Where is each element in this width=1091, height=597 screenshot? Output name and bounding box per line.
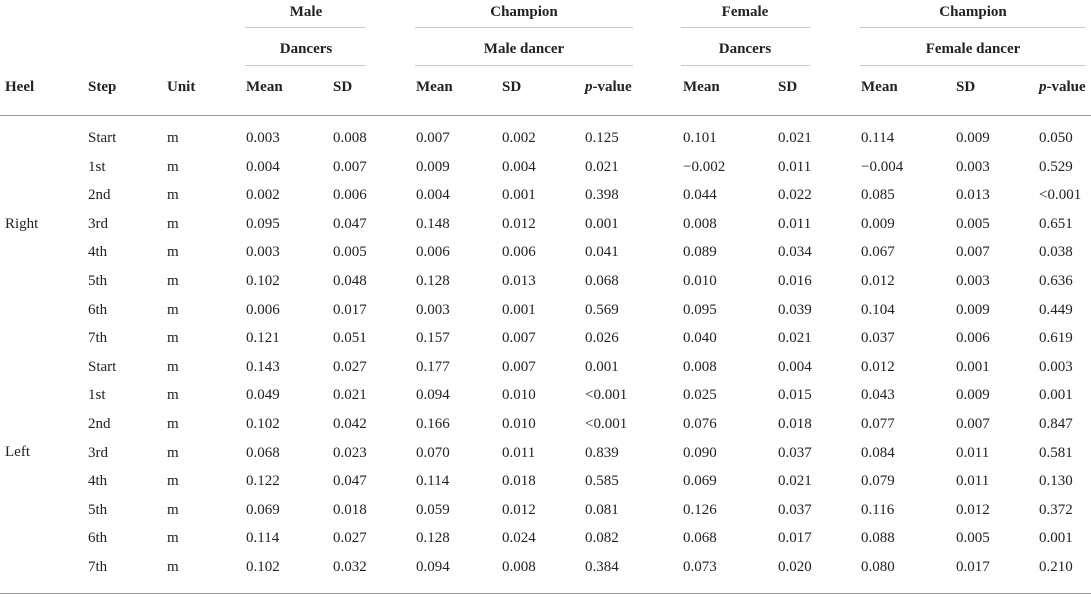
cell-sd-male: 0.027 (333, 358, 367, 375)
group-female-top: Female (721, 4, 769, 20)
cell-mean-champion-male: 0.004 (416, 187, 450, 204)
cell-mean-champion-male: 0.006 (416, 244, 450, 261)
cell-sd-champion-male: 0.008 (502, 559, 536, 575)
cell-unit: m (167, 130, 179, 146)
cell-mean-champion-male: 0.094 (416, 387, 450, 404)
cell-mean-champion-female: 0.012 (861, 273, 895, 289)
cell-mean-male: 0.002 (246, 187, 280, 204)
cell-p-champion-male: 0.041 (585, 244, 619, 261)
cell-step: 5th (88, 501, 108, 518)
cell-p-champion-male: 0.125 (585, 130, 619, 146)
cell-sd-female: 0.037 (778, 444, 812, 461)
cell-sd-champion-female: 0.011 (956, 473, 990, 490)
cell-p-champion-male: 0.082 (585, 530, 619, 547)
cell-mean-champion-male: 0.003 (416, 301, 450, 318)
cell-mean-male: 0.143 (246, 358, 280, 375)
cell-p-champion-male: 0.839 (585, 444, 619, 461)
cell-p-champion-male: <0.001 (585, 416, 628, 432)
cell-p-champion-male: 0.398 (585, 187, 619, 204)
cell-mean-female: 0.095 (683, 301, 717, 318)
cell-unit: m (167, 244, 179, 261)
cell-p-champion-female: 0.636 (1039, 273, 1073, 289)
col-sd-male: SD (333, 79, 353, 95)
cell-mean-male: 0.069 (246, 501, 280, 518)
cell-p-champion-male: 0.585 (585, 473, 619, 490)
p-italic: p (1039, 79, 1047, 95)
cell-mean-male: 0.102 (246, 559, 280, 575)
cell-p-champion-male: <0.001 (585, 387, 628, 404)
cell-sd-champion-male: 0.012 (502, 501, 536, 518)
cell-p-champion-male: 0.001 (585, 215, 619, 232)
group-champion-female-sub: Female dancer (925, 41, 1021, 57)
cell-sd-champion-female: 0.009 (956, 130, 990, 146)
cell-sd-champion-male: 0.011 (502, 444, 536, 461)
cell-sd-female: 0.021 (778, 473, 812, 490)
bottom-rule (0, 593, 1091, 594)
cell-mean-champion-male: 0.148 (416, 215, 450, 232)
cell-mean-female: 0.068 (683, 530, 717, 547)
rule-champion-male-sub (415, 65, 633, 66)
cell-mean-female: 0.025 (683, 387, 717, 404)
cell-mean-male: 0.006 (246, 301, 280, 318)
p-italic: p (585, 79, 593, 95)
col-sd-female: SD (778, 79, 798, 95)
cell-sd-champion-male: 0.013 (502, 273, 536, 289)
p-rest: -value (1046, 79, 1086, 95)
cell-mean-male: 0.122 (246, 473, 280, 490)
cell-mean-male: 0.049 (246, 387, 280, 404)
cell-sd-male: 0.027 (333, 530, 367, 547)
heel-left: Left (5, 444, 30, 460)
col-heel: Heel (5, 79, 35, 95)
cell-mean-champion-male: 0.009 (416, 158, 450, 175)
cell-sd-female: 0.011 (778, 158, 812, 175)
cell-step: 3rd (88, 215, 108, 232)
group-champion-male-top: Champion (490, 4, 558, 20)
cell-sd-male: 0.023 (333, 444, 367, 461)
cell-step: 2nd (88, 416, 111, 432)
cell-sd-male: 0.021 (333, 387, 367, 404)
cell-mean-male: 0.004 (246, 158, 280, 175)
cell-sd-champion-female: 0.005 (956, 530, 990, 547)
cell-unit: m (167, 158, 179, 175)
cell-sd-female: 0.039 (778, 301, 812, 318)
cell-mean-female: 0.073 (683, 559, 717, 575)
rule-champion-female-sub (860, 65, 1086, 66)
cell-sd-champion-female: 0.009 (956, 301, 990, 318)
cell-step: Start (88, 130, 117, 146)
group-champion-male-sub: Male dancer (483, 41, 565, 57)
cell-sd-champion-male: 0.024 (502, 530, 536, 547)
cell-unit: m (167, 444, 179, 461)
cell-mean-champion-male: 0.114 (416, 473, 450, 490)
cell-sd-female: 0.015 (778, 387, 812, 404)
cell-p-champion-male: 0.569 (585, 301, 619, 318)
cell-mean-male: 0.102 (246, 416, 280, 432)
cell-mean-male: 0.121 (246, 330, 280, 347)
cell-sd-female: 0.017 (778, 530, 812, 547)
col-p-champion-male (585, 78, 632, 96)
rule-male-top (245, 27, 366, 28)
cell-sd-female: 0.021 (778, 330, 812, 347)
cell-sd-champion-female: 0.017 (956, 559, 990, 575)
cell-sd-female: 0.004 (778, 358, 812, 375)
cell-step: Start (88, 358, 117, 375)
cell-p-champion-female: 0.003 (1039, 358, 1073, 375)
cell-sd-champion-female: 0.009 (956, 387, 990, 404)
cell-mean-champion-female: 0.012 (861, 358, 895, 375)
cell-unit: m (167, 273, 179, 289)
cell-sd-champion-female: 0.003 (956, 158, 990, 175)
cell-mean-champion-female: −0.004 (861, 158, 904, 175)
group-champion-female-top: Champion (939, 4, 1007, 20)
cell-mean-female: 0.089 (683, 244, 717, 261)
cell-sd-female: 0.037 (778, 501, 812, 518)
cell-mean-male: 0.003 (246, 244, 280, 261)
cell-sd-female: 0.034 (778, 244, 812, 261)
cell-sd-female: 0.018 (778, 416, 812, 432)
cell-p-champion-female: 0.210 (1039, 559, 1073, 575)
col-mean-female: Mean (683, 79, 720, 95)
cell-step: 3rd (88, 444, 108, 461)
p-rest: -value (592, 79, 632, 95)
cell-sd-male: 0.051 (333, 330, 367, 347)
heel-right: Right (5, 216, 39, 232)
cell-mean-male: 0.068 (246, 444, 280, 461)
cell-p-champion-male: 0.026 (585, 330, 619, 347)
cell-sd-female: 0.011 (778, 215, 812, 232)
cell-sd-champion-female: 0.007 (956, 244, 990, 261)
cell-sd-champion-male: 0.001 (502, 301, 536, 318)
cell-step: 7th (88, 559, 108, 575)
cell-mean-champion-female: 0.077 (861, 416, 895, 432)
cell-sd-champion-male: 0.012 (502, 215, 536, 232)
cell-mean-champion-male: 0.059 (416, 501, 450, 518)
cell-sd-champion-male: 0.010 (502, 387, 536, 404)
cell-sd-male: 0.017 (333, 301, 367, 318)
col-mean-champion-female: Mean (861, 79, 898, 95)
col-sd-champion-female: SD (956, 79, 976, 95)
cell-sd-champion-male: 0.002 (502, 130, 536, 146)
cell-sd-champion-female: 0.011 (956, 444, 990, 461)
group-male-sub: Dancers (279, 41, 333, 57)
cell-p-champion-female: 0.130 (1039, 473, 1073, 490)
cell-unit: m (167, 387, 179, 404)
cell-mean-female: −0.002 (683, 158, 726, 175)
rule-female-top (681, 27, 810, 28)
cell-mean-female: 0.076 (683, 416, 717, 432)
cell-mean-female: 0.069 (683, 473, 717, 490)
cell-step: 4th (88, 473, 108, 490)
cell-sd-female: 0.021 (778, 130, 812, 146)
cell-mean-champion-male: 0.007 (416, 130, 450, 146)
cell-mean-female: 0.008 (683, 215, 717, 232)
cell-mean-champion-female: 0.104 (861, 301, 895, 318)
cell-mean-champion-female: 0.009 (861, 215, 895, 232)
cell-sd-champion-male: 0.006 (502, 244, 536, 261)
col-mean-male: Mean (246, 79, 283, 95)
cell-step: 6th (88, 301, 108, 318)
col-unit: Unit (167, 79, 196, 95)
cell-sd-female: 0.016 (778, 273, 812, 289)
cell-sd-champion-male: 0.001 (502, 187, 536, 204)
cell-sd-champion-female: 0.012 (956, 501, 990, 518)
cell-sd-champion-male: 0.018 (502, 473, 536, 490)
col-sd-champion-male: SD (502, 79, 522, 95)
cell-step: 6th (88, 530, 108, 547)
cell-p-champion-female: 0.847 (1039, 416, 1073, 432)
rule-female-sub (681, 65, 810, 66)
cell-mean-champion-female: 0.085 (861, 187, 895, 204)
cell-p-champion-male: 0.001 (585, 358, 619, 375)
cell-mean-champion-male: 0.070 (416, 444, 450, 461)
cell-step: 5th (88, 273, 108, 289)
cell-sd-champion-female: 0.006 (956, 330, 990, 347)
cell-p-champion-female: <0.001 (1039, 187, 1082, 204)
cell-sd-male: 0.007 (333, 158, 367, 175)
cell-step: 7th (88, 330, 108, 347)
cell-p-champion-female: 0.001 (1039, 530, 1073, 547)
cell-sd-champion-female: 0.001 (956, 358, 990, 375)
cell-sd-champion-male: 0.007 (502, 330, 536, 347)
cell-unit: m (167, 330, 179, 347)
cell-sd-champion-male: 0.007 (502, 358, 536, 375)
cell-sd-champion-female: 0.007 (956, 416, 990, 432)
cell-mean-champion-female: 0.084 (861, 444, 895, 461)
cell-p-champion-female: 0.001 (1039, 387, 1073, 404)
cell-mean-champion-female: 0.114 (861, 130, 895, 146)
cell-mean-champion-female: 0.043 (861, 387, 895, 404)
cell-mean-champion-female: 0.079 (861, 473, 895, 490)
cell-unit: m (167, 416, 179, 432)
cell-p-champion-female: 0.651 (1039, 215, 1073, 232)
rule-male-sub (245, 65, 366, 66)
cell-p-champion-female: 0.581 (1039, 444, 1073, 461)
cell-p-champion-female: 0.050 (1039, 130, 1073, 146)
cell-p-champion-male: 0.081 (585, 501, 619, 518)
cell-mean-champion-female: 0.037 (861, 330, 895, 347)
cell-unit: m (167, 530, 179, 547)
cell-p-champion-female: 0.372 (1039, 501, 1073, 518)
cell-sd-male: 0.018 (333, 501, 367, 518)
cell-mean-female: 0.008 (683, 358, 717, 375)
cell-sd-champion-male: 0.010 (502, 416, 536, 432)
cell-sd-champion-female: 0.013 (956, 187, 990, 204)
cell-sd-female: 0.020 (778, 559, 812, 575)
cell-unit: m (167, 473, 179, 490)
cell-mean-champion-male: 0.128 (416, 273, 450, 289)
group-female-sub: Dancers (718, 41, 772, 57)
cell-mean-champion-female: 0.067 (861, 244, 895, 261)
cell-p-champion-male: 0.384 (585, 559, 619, 575)
cell-mean-champion-female: 0.088 (861, 530, 895, 547)
cell-step: 1st (88, 387, 106, 404)
cell-sd-male: 0.032 (333, 559, 367, 575)
cell-sd-female: 0.022 (778, 187, 812, 204)
cell-mean-male: 0.114 (246, 530, 280, 547)
cell-mean-female: 0.101 (683, 130, 717, 146)
cell-p-champion-male: 0.021 (585, 158, 619, 175)
group-male-top: Male (289, 4, 323, 20)
cell-sd-male: 0.048 (333, 273, 367, 289)
cell-sd-male: 0.005 (333, 244, 367, 261)
rule-champion-male-top (415, 27, 633, 28)
cell-mean-champion-male: 0.128 (416, 530, 450, 547)
cell-p-champion-female: 0.038 (1039, 244, 1073, 261)
cell-unit: m (167, 301, 179, 318)
cell-p-champion-male: 0.068 (585, 273, 619, 289)
cell-sd-male: 0.042 (333, 416, 367, 432)
cell-unit: m (167, 559, 179, 575)
cell-step: 4th (88, 244, 108, 261)
cell-sd-male: 0.006 (333, 187, 367, 204)
cell-sd-male: 0.047 (333, 473, 367, 490)
cell-p-champion-female: 0.619 (1039, 330, 1073, 347)
cell-mean-male: 0.003 (246, 130, 280, 146)
cell-mean-female: 0.044 (683, 187, 717, 204)
cell-mean-female: 0.040 (683, 330, 717, 347)
rule-champion-female-top (860, 27, 1086, 28)
cell-mean-champion-female: 0.116 (861, 501, 895, 518)
cell-mean-female: 0.126 (683, 501, 717, 518)
cell-mean-champion-male: 0.166 (416, 416, 450, 432)
cell-step: 1st (88, 158, 106, 175)
cell-sd-champion-male: 0.004 (502, 158, 536, 175)
header-rule (0, 115, 1091, 116)
cell-unit: m (167, 187, 179, 204)
cell-mean-male: 0.102 (246, 273, 280, 289)
cell-step: 2nd (88, 187, 111, 204)
cell-sd-male: 0.047 (333, 215, 367, 232)
cell-mean-champion-male: 0.094 (416, 559, 450, 575)
col-step: Step (88, 79, 117, 95)
cell-p-champion-female: 0.529 (1039, 158, 1073, 175)
cell-sd-champion-female: 0.005 (956, 215, 990, 232)
cell-unit: m (167, 358, 179, 375)
cell-sd-champion-female: 0.003 (956, 273, 990, 289)
cell-unit: m (167, 215, 179, 232)
cell-mean-champion-male: 0.157 (416, 330, 450, 347)
cell-p-champion-female: 0.449 (1039, 301, 1073, 318)
cell-mean-male: 0.095 (246, 215, 280, 232)
cell-mean-champion-male: 0.177 (416, 358, 450, 375)
cell-mean-female: 0.090 (683, 444, 717, 461)
cell-sd-male: 0.008 (333, 130, 367, 146)
col-p-champion-female (1039, 78, 1086, 96)
col-mean-champion-male: Mean (416, 79, 453, 95)
cell-unit: m (167, 501, 179, 518)
cell-mean-champion-female: 0.080 (861, 559, 895, 575)
cell-mean-female: 0.010 (683, 273, 717, 289)
